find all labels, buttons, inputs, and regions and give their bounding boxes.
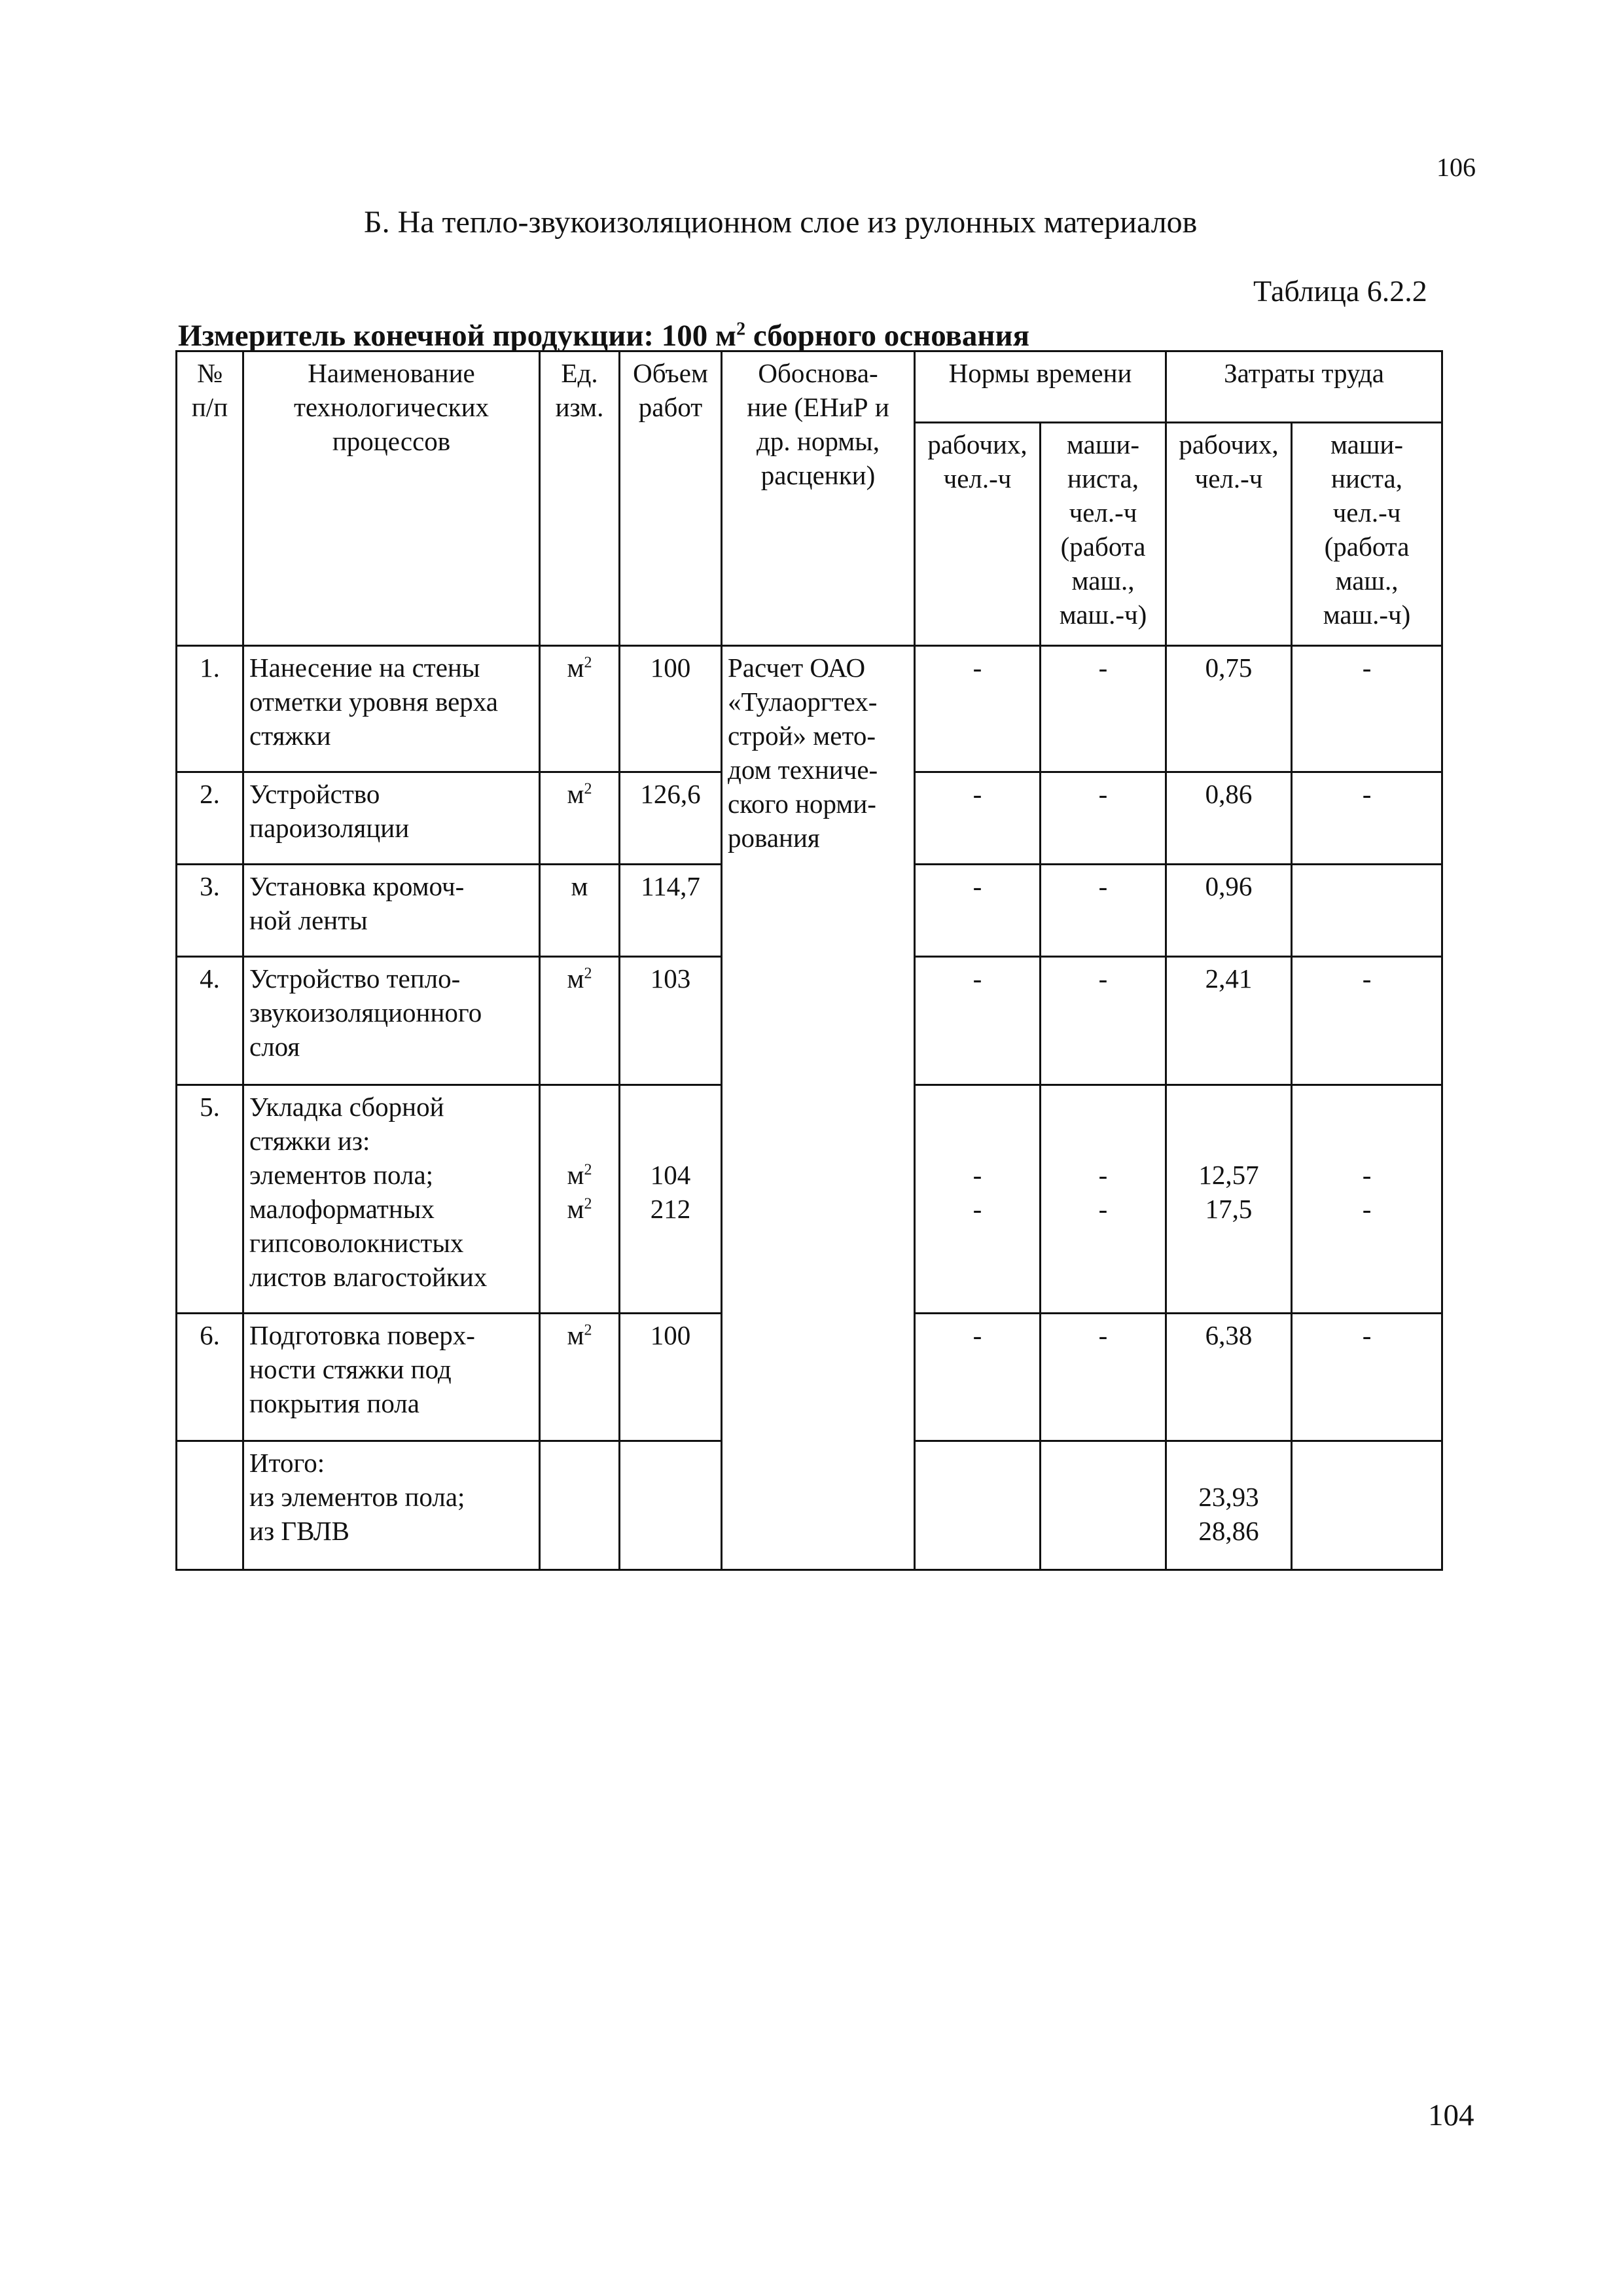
measure-prefix: Измеритель конечной продукции: 100 м	[178, 319, 737, 353]
header-lc-machinist	[1292, 423, 1442, 646]
header-workers-line: рабочих,	[1179, 429, 1279, 459]
header-mach-line: маши-	[1066, 429, 1140, 459]
row-unit	[540, 1314, 620, 1441]
row-name-line: элементов пола;	[249, 1160, 434, 1190]
header-num-line: №	[196, 358, 223, 388]
row-lc-mach: -	[1292, 772, 1442, 865]
row-name-line: Устройство тепло-	[249, 963, 461, 994]
unit-sup: 2	[584, 1321, 592, 1339]
basis-line: дом техниче-	[728, 755, 878, 785]
unit-sup: 2	[584, 654, 592, 672]
unit-sup: 2	[584, 780, 592, 798]
measure-suffix: сборного основания	[745, 319, 1030, 353]
row-name-line: Нанесение на стены	[249, 653, 480, 683]
measure-sup: 2	[736, 319, 746, 340]
row-lc-workers: 0,75	[1166, 646, 1292, 772]
row-name	[243, 1085, 540, 1314]
row-lc-mach	[1292, 1085, 1442, 1314]
header-unit	[540, 351, 620, 646]
row-nt-mach: -	[1041, 1314, 1166, 1441]
header-num	[177, 351, 243, 646]
row-nt-mach	[1041, 1085, 1166, 1314]
header-nt-workers	[915, 423, 1041, 646]
header-norms-time: Нормы времени	[915, 351, 1166, 423]
total-label-line: из ГВЛВ	[249, 1516, 350, 1546]
value-line: 12,57	[1198, 1160, 1259, 1190]
header-basis-line: расценки)	[760, 460, 876, 490]
header-mach-line: маш.,	[1071, 565, 1135, 596]
row-lc-mach	[1292, 865, 1442, 957]
row-nt-workers: -	[915, 772, 1041, 865]
row-name-line: слоя	[249, 1031, 300, 1062]
header-name-line: Наименование	[308, 358, 475, 388]
row-name-line: стяжки	[249, 721, 331, 751]
header-basis-line: др. нормы,	[757, 426, 880, 456]
row-unit	[540, 772, 620, 865]
total-label-line: из элементов пола;	[249, 1482, 465, 1512]
header-unit-line: Ед.	[561, 358, 598, 388]
row-unit	[540, 1085, 620, 1314]
row-name-line: Устройство	[249, 779, 380, 809]
row-volume: 114,7	[620, 865, 722, 957]
header-mach-line: ниста,	[1067, 463, 1139, 493]
measure-heading	[178, 318, 1029, 353]
row-nt-mach: -	[1041, 772, 1166, 865]
row-name-line: покрытия пола	[249, 1388, 419, 1418]
header-basis	[722, 351, 915, 646]
basis-line: строй» мето-	[728, 721, 876, 751]
unit-sup: 2	[584, 965, 592, 982]
row-nt-mach: -	[1041, 957, 1166, 1085]
header-volume-line: работ	[638, 392, 703, 422]
header-mach-line: (работа	[1060, 531, 1146, 562]
header-volume-line: Объем	[633, 358, 708, 388]
row-name-line: пароизоляции	[249, 813, 410, 843]
table-row	[177, 646, 1442, 772]
total-lc-workers	[1166, 1441, 1292, 1570]
total-nt-workers	[915, 1441, 1041, 1570]
total-unit	[540, 1441, 620, 1570]
row-nt-workers: -	[915, 865, 1041, 957]
unit-line	[546, 1192, 613, 1226]
total-num	[177, 1441, 243, 1570]
unit-text: м	[567, 1320, 584, 1350]
total-value: 28,86	[1198, 1516, 1259, 1546]
row-volume: 100	[620, 1314, 722, 1441]
header-mach-line: маш.-ч)	[1323, 600, 1411, 630]
dash-line: -	[1098, 1194, 1108, 1224]
volume-line: 212	[650, 1194, 691, 1224]
row-name-line: Установка кромоч-	[249, 871, 465, 901]
unit-sup: 2	[584, 1195, 592, 1213]
total-value: 23,93	[1198, 1482, 1259, 1512]
header-mach-line: маши-	[1330, 429, 1404, 459]
basis-line: рования	[728, 823, 820, 853]
row-name-line: листов влагостойких	[249, 1262, 488, 1292]
row-lc-mach: -	[1292, 1314, 1442, 1441]
row-lc-workers: 0,96	[1166, 865, 1292, 957]
row-unit	[540, 865, 620, 957]
row-name-line: ной ленты	[249, 905, 368, 935]
table-caption: Таблица 6.2.2	[1253, 274, 1427, 308]
unit-text: м	[567, 653, 584, 683]
total-nt-mach	[1041, 1441, 1166, 1570]
header-name-line: технологических	[293, 392, 490, 422]
dash-line: -	[1098, 1160, 1108, 1190]
row-num: 5.	[177, 1085, 243, 1314]
row-name-line: гипсоволокнистых	[249, 1228, 464, 1258]
unit-line	[546, 1158, 613, 1192]
row-lc-workers: 2,41	[1166, 957, 1292, 1085]
volume-line: 104	[650, 1160, 691, 1190]
header-num-line: п/п	[191, 392, 228, 422]
page-number-bottom: 104	[1428, 2098, 1474, 2132]
row-num: 1.	[177, 646, 243, 772]
row-name-line: Подготовка поверх-	[249, 1320, 475, 1350]
row-name	[243, 1314, 540, 1441]
header-mach-line: ниста,	[1331, 463, 1402, 493]
row-lc-workers: 6,38	[1166, 1314, 1292, 1441]
basis-line: ского норми-	[728, 789, 876, 819]
row-nt-mach: -	[1041, 865, 1166, 957]
header-workers-line: рабочих,	[927, 429, 1027, 459]
row-name	[243, 646, 540, 772]
dash-line: -	[972, 1194, 982, 1224]
row-volume: 103	[620, 957, 722, 1085]
header-name-line: процессов	[332, 426, 451, 456]
row-name	[243, 865, 540, 957]
header-labor-costs: Затраты труда	[1166, 351, 1442, 423]
dash-line: -	[972, 1160, 982, 1190]
row-nt-workers: -	[915, 957, 1041, 1085]
basis-line: Расчет ОАО	[728, 653, 866, 683]
row-nt-workers: -	[915, 646, 1041, 772]
row-name	[243, 772, 540, 865]
row-lc-workers: 0,86	[1166, 772, 1292, 865]
unit-text: м	[567, 963, 584, 994]
total-volume	[620, 1441, 722, 1570]
row-volume: 100	[620, 646, 722, 772]
header-volume	[620, 351, 722, 646]
total-label-line: Итого:	[249, 1448, 325, 1478]
dash-line: -	[1362, 1194, 1372, 1224]
row-basis	[722, 646, 915, 1570]
row-unit	[540, 646, 620, 772]
header-lc-workers	[1166, 423, 1292, 646]
unit-text: м	[567, 1160, 584, 1190]
row-nt-workers: -	[915, 1314, 1041, 1441]
row-name-line: отметки уровня верха	[249, 687, 498, 717]
unit-text: м	[567, 1194, 584, 1224]
row-volume: 126,6	[620, 772, 722, 865]
header-name	[243, 351, 540, 646]
header-mach-line: маш.,	[1335, 565, 1399, 596]
header-basis-line: ние (ЕНиР и	[747, 392, 889, 422]
total-label	[243, 1441, 540, 1570]
header-workers-line: чел.-ч	[943, 463, 1012, 493]
table-container	[175, 350, 1441, 1571]
row-num: 4.	[177, 957, 243, 1085]
row-volume	[620, 1085, 722, 1314]
section-subtitle: Б. На тепло-звукоизоляционном слое из рулонных материалов	[364, 205, 1198, 240]
total-lc-mach	[1292, 1441, 1442, 1570]
row-name-line: звукоизоляционного	[249, 997, 482, 1028]
dash-line: -	[1362, 1160, 1372, 1190]
row-name-line: ности стяжки под	[249, 1354, 452, 1384]
row-name-line: Укладка сборной	[249, 1092, 444, 1122]
row-lc-workers	[1166, 1085, 1292, 1314]
row-num: 2.	[177, 772, 243, 865]
row-lc-mach: -	[1292, 957, 1442, 1085]
unit-sup: 2	[584, 1161, 592, 1179]
row-nt-workers	[915, 1085, 1041, 1314]
row-name	[243, 957, 540, 1085]
header-nt-machinist	[1041, 423, 1166, 646]
header-workers-line: чел.-ч	[1194, 463, 1263, 493]
unit-text: м	[571, 871, 588, 901]
row-nt-mach: -	[1041, 646, 1166, 772]
page-number-top: 106	[1436, 152, 1476, 182]
unit-text: м	[567, 779, 584, 809]
header-mach-line: маш.-ч)	[1059, 600, 1147, 630]
row-unit	[540, 957, 620, 1085]
header-mach-line: (работа	[1324, 531, 1410, 562]
row-name-line: малоформатных	[249, 1194, 435, 1224]
row-num: 3.	[177, 865, 243, 957]
basis-line: «Тулаоргтех-	[728, 687, 878, 717]
header-unit-line: изм.	[555, 392, 604, 422]
header-row-1	[177, 351, 1442, 423]
row-num: 6.	[177, 1314, 243, 1441]
row-name-line: стяжки из:	[249, 1126, 370, 1156]
header-basis-line: Обоснова-	[758, 358, 878, 388]
norms-table	[175, 350, 1443, 1571]
value-line: 17,5	[1205, 1194, 1253, 1224]
header-mach-line: чел.-ч	[1332, 497, 1401, 528]
row-lc-mach: -	[1292, 646, 1442, 772]
header-mach-line: чел.-ч	[1069, 497, 1137, 528]
